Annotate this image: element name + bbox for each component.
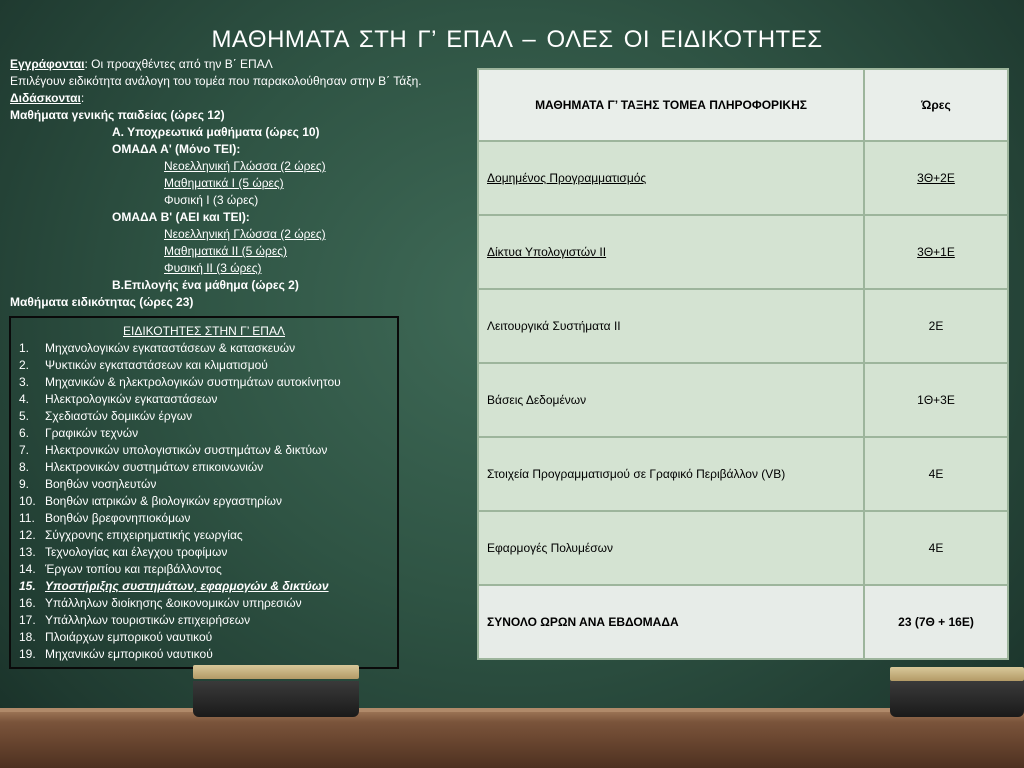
header-course: ΜΑΘΗΜΑΤΑ Γ’ ΤΑΞΗΣ ΤΟΜΕΑ ΠΛΗΡΟΦΟΡΙΚΗΣ	[478, 69, 864, 141]
list-item: 10. Βοηθών ιατρικών & βιολογικών εργαστηρίων	[19, 494, 282, 508]
list-item: 8. Ηλεκτρονικών συστημάτων επικοινωνιών	[19, 460, 264, 474]
list-item: 5. Σχεδιαστών δομικών έργων	[19, 409, 193, 423]
table-row	[478, 437, 1008, 511]
table-row	[478, 215, 1008, 289]
group-b-item[interactable]: Μαθηματικά ΙΙ (5 ώρες)	[164, 244, 287, 258]
list-item: 6. Γραφικών τεχνών	[19, 426, 139, 440]
general-education-heading: Μαθήματα γενικής παιδείας (ώρες 12)	[10, 108, 225, 122]
group-a-item: Φυσική Ι (3 ώρες)	[164, 193, 259, 207]
list-item: 1. Μηχανολογικών εγκαταστάσεων & κατασκευών	[19, 341, 296, 355]
course-hours: 4Ε	[864, 437, 1008, 511]
header-hours: Ώρες	[864, 69, 1008, 141]
list-item: 13. Τεχνολογίας και έλεγχου τροφίμων	[19, 545, 228, 559]
eraser-wood	[890, 667, 1024, 681]
table-row	[478, 141, 1008, 215]
enroll-label: Εγγράφονται	[10, 57, 85, 71]
eraser-felt	[193, 681, 359, 717]
taught-colon: :	[80, 91, 85, 105]
course-hours: 1Θ+3Ε	[864, 363, 1008, 437]
list-item-highlighted[interactable]: 15. Υποστήριξης συστημάτων, εφαρμογών & δικτύων	[19, 579, 329, 593]
list-item: 17. Υπάλληλων τουριστικών επιχειρήσεων	[19, 613, 251, 627]
enroll-line	[10, 56, 422, 73]
course-hours[interactable]: 3Θ+2Ε	[864, 141, 1008, 215]
table-row	[478, 289, 1008, 363]
taught-label: Διδάσκονται	[10, 91, 81, 105]
course-hours[interactable]: 3Θ+1Ε	[864, 215, 1008, 289]
specialties-box	[9, 316, 399, 669]
courses-table	[477, 68, 1009, 660]
group-b-item[interactable]: Νεοελληνική Γλώσσα (2 ώρες)	[164, 227, 326, 241]
elective-heading: Β.Επιλογής ένα μάθημα (ώρες 2)	[112, 278, 299, 292]
list-item: 12. Σύγχρονης επιχειρηματικής γεωργίας	[19, 528, 243, 542]
table-row	[478, 511, 1008, 585]
eraser-felt	[890, 681, 1024, 717]
chalk-tray	[0, 712, 1024, 768]
list-item: 4. Ηλεκτρολογικών εγκαταστάσεων	[19, 392, 218, 406]
total-label: ΣΥΝΟΛΟ ΩΡΩΝ ΑΝΑ ΕΒΔΟΜΑΔΑ	[478, 585, 864, 659]
page-title: ΜΑΘΗΜΑΤΑ ΣΤΗ Γ’ ΕΠΑΛ – ΟΛΕΣ ΟΙ ΕΙΔΙΚΟΤΗΤΕΣ	[211, 26, 823, 53]
compulsory-heading: Α. Υποχρεωτικά μαθήματα (ώρες 10)	[112, 125, 320, 139]
list-item: 14. Έργων τοπίου και περιβάλλοντος	[19, 562, 222, 576]
group-b-item[interactable]: Φυσική ΙΙ (3 ώρες)	[164, 261, 262, 275]
table-total-row	[478, 585, 1008, 659]
taught-line	[10, 90, 422, 107]
enroll-text: : Οι προαχθέντες από την Β΄ ΕΠΑΛ	[84, 57, 273, 71]
list-item: 3. Μηχανικών & ηλεκτρολογικών συστημάτων αυτοκίνητου	[19, 375, 341, 389]
list-item: 7. Ηλεκτρονικών υπολογιστικών συστημάτων & δικτύων	[19, 443, 328, 457]
course-name: Λειτουργικά Συστήματα ΙΙ	[478, 289, 864, 363]
specialties-list	[11, 340, 397, 663]
course-hours: 4Ε	[864, 511, 1008, 585]
group-a-item[interactable]: Μαθηματικά Ι (5 ώρες)	[164, 176, 284, 190]
eraser-right	[890, 667, 1024, 717]
course-name: Εφαρμογές Πολυμέσων	[478, 511, 864, 585]
list-item: 9. Βοηθών νοσηλευτών	[19, 477, 157, 491]
eraser-left	[193, 665, 359, 717]
course-hours: 2Ε	[864, 289, 1008, 363]
eraser-wood	[193, 665, 359, 679]
list-item: 16. Υπάλληλων διοίκησης &οικονομικών υπηρεσιών	[19, 596, 302, 610]
list-item: 18. Πλοιάρχων εμπορικού ναυτικού	[19, 630, 213, 644]
list-item: 2. Ψυκτικών εγκαταστάσεων και κλιματισμού	[19, 358, 268, 372]
list-item: 11. Βοηθών βρεφονηπιοκόμων	[19, 511, 191, 525]
course-name[interactable]: Δομημένος Προγραμματισμός	[478, 141, 864, 215]
intro-text	[10, 56, 422, 311]
choose-line: Επιλέγουν ειδικότητα ανάλογη του τομέα που παρακολούθησαν στην Β΄ Τάξη.	[10, 74, 422, 88]
specialty-heading: Μαθήματα ειδικότητας (ώρες 23)	[10, 295, 194, 309]
list-item: 19. Μηχανικών εμπορικού ναυτικού	[19, 647, 213, 661]
table-header-row	[478, 69, 1008, 141]
group-b-heading: ΟΜΑΔΑ Β' (ΑΕΙ και ΤΕΙ):	[112, 210, 250, 224]
group-a-heading: ΟΜΑΔΑ Α' (Μόνο ΤΕΙ):	[112, 142, 241, 156]
specialties-title: ΕΙΔΙΚΟΤΗΤΕΣ ΣΤΗΝ Γ’ ΕΠΑΛ	[122, 324, 285, 338]
course-name: Βάσεις Δεδομένων	[478, 363, 864, 437]
total-hours: 23 (7Θ + 16Ε)	[864, 585, 1008, 659]
table-row	[478, 363, 1008, 437]
group-a-item[interactable]: Νεοελληνική Γλώσσα (2 ώρες)	[164, 159, 326, 173]
course-name[interactable]: Δίκτυα Υπολογιστών ΙΙ	[478, 215, 864, 289]
course-name: Στοιχεία Προγραμματισμού σε Γραφικό Περιβάλλον (VB)	[478, 437, 864, 511]
